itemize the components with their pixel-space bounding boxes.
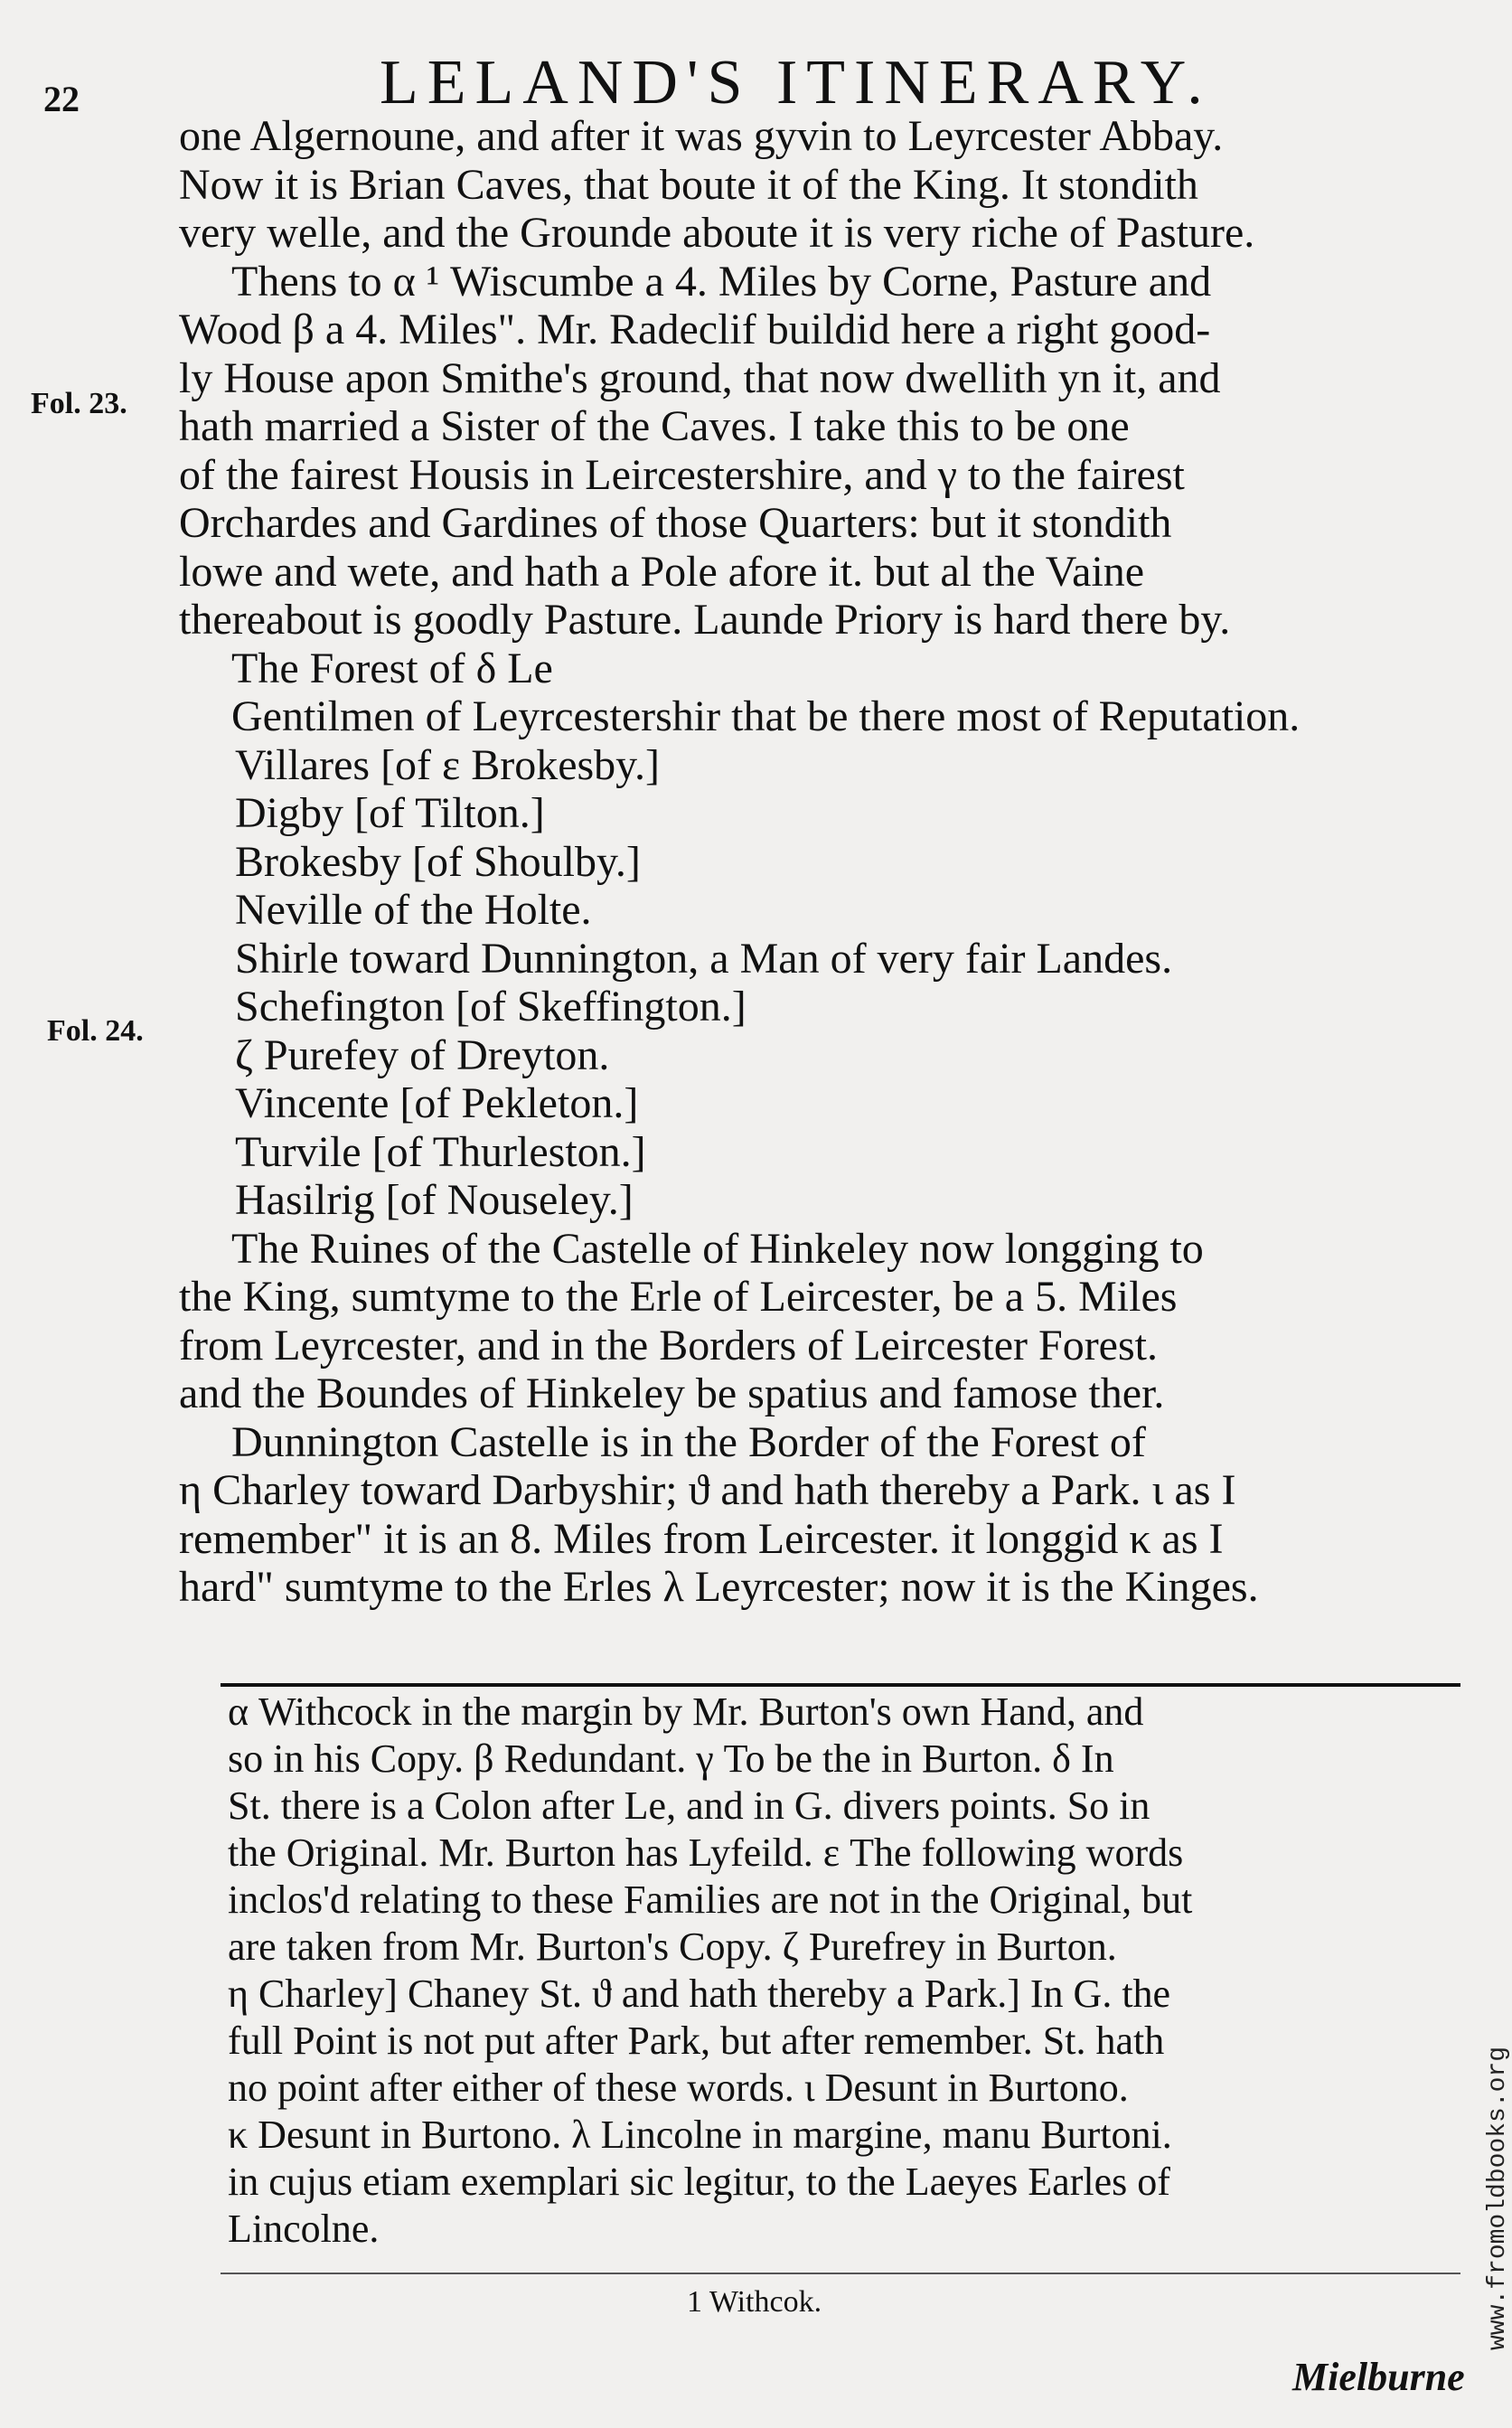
text-line: lowe and wete, and hath a Pole afore it. but al the Vaine bbox=[179, 547, 1145, 596]
text-line: hath married a Sister of the Caves. I take this to be one bbox=[179, 402, 1130, 450]
footnote-line: κ Desunt in Burtono. λ Lincolne in margine, manu Burtoni. bbox=[228, 2113, 1172, 2157]
footnote-line: the Original. Mr. Burton has Lyfeild. ε The following words bbox=[228, 1830, 1184, 1875]
list-item: Vincente [of Pekleton.] bbox=[235, 1079, 639, 1127]
list-item: Hasilrig [of Nouseley.] bbox=[235, 1176, 634, 1224]
list-item: Neville of the Holte. bbox=[235, 886, 592, 934]
footnote-line: Lincolne. bbox=[228, 2207, 380, 2251]
running-title: LELAND'S ITINERARY. bbox=[380, 48, 1212, 118]
list-item: Brokesby [of Shoulby.] bbox=[235, 837, 641, 886]
list-item: Schefington [of Skeffington.] bbox=[235, 983, 747, 1030]
text-line: Gentilmen of Leyrcestershir that be there most of Reputation. bbox=[231, 692, 1301, 740]
main-text bbox=[179, 112, 1462, 1612]
text-line: Thens to α ¹ Wiscumbe a 4. Miles by Corne, Pasture and bbox=[231, 257, 1212, 306]
footnote-line: full Point is not put after Park, but after remember. St. hath bbox=[228, 2019, 1165, 2063]
text-line: remember" it is an 8. Miles from Leircester. it longgid κ as I bbox=[179, 1514, 1224, 1563]
catchword: Mielburne bbox=[1292, 2355, 1465, 2399]
margin-note-fol24: Fol. 24. bbox=[47, 1014, 144, 1048]
text-line: one Algernoune, and after it was gyvin to Leyrcester Abbay. bbox=[179, 112, 1224, 160]
text-line: of the fairest Housis in Leircestershire, and γ to the fairest bbox=[179, 450, 1185, 499]
footnote-line: St. there is a Colon after Le, and in G. divers points. So in bbox=[228, 1783, 1150, 1828]
text-line: Dunnington Castelle is in the Border of the Forest of bbox=[231, 1417, 1146, 1466]
text-line: Wood β a 4. Miles". Mr. Radeclif buildid here a right good- bbox=[179, 306, 1211, 353]
footnote-line: so in his Copy. β Redundant. γ To be the in Burton. δ In bbox=[228, 1736, 1114, 1781]
text-line: from Leyrcester, and in the Borders of Leircester Forest. bbox=[179, 1321, 1158, 1369]
watermark-text: www.fromoldbooks.org bbox=[1484, 2046, 1512, 2350]
footnote-divider bbox=[221, 1683, 1460, 1687]
margin-note-fol23: Fol. 23. bbox=[31, 387, 127, 420]
footnote-line: no point after either of these words. ι Desunt in Burtono. bbox=[228, 2066, 1129, 2110]
footnotes bbox=[228, 1689, 1466, 2253]
footnote-line: η Charley] Chaney St. ϑ and hath thereby a Park.] In G. the bbox=[228, 1972, 1171, 2016]
list-item: Turvile [of Thurleston.] bbox=[235, 1127, 646, 1176]
text-line: hard" sumtyme to the Erles λ Leyrcester; now it is the Kinges. bbox=[179, 1563, 1259, 1611]
text-line: thereabout is goodly Pasture. Launde Priory is hard there by. bbox=[179, 596, 1231, 644]
footnote-line: in cujus etiam exemplari sic legitur, to the Laeyes Earles of bbox=[228, 2160, 1170, 2204]
list-item: Shirle toward Dunnington, a Man of very fair Landes. bbox=[235, 934, 1173, 983]
list-item: Villares [of ε Brokesby.] bbox=[235, 740, 661, 789]
text-line: and the Boundes of Hinkeley be spatius and famose ther. bbox=[179, 1369, 1165, 1417]
sub-footnote: 1 Withcok. bbox=[687, 2285, 822, 2319]
list-item: ζ Purefey of Dreyton. bbox=[235, 1030, 610, 1079]
text-line: very welle, and the Grounde aboute it is very riche of Pasture. bbox=[179, 209, 1255, 257]
text-line: Orchardes and Gardines of those Quarters: but it stondith bbox=[179, 499, 1172, 547]
text-line: the King, sumtyme to the Erle of Leircester, be a 5. Miles bbox=[179, 1273, 1178, 1321]
list-item: Digby [of Tilton.] bbox=[235, 789, 545, 837]
bottom-divider bbox=[221, 2273, 1460, 2274]
footnote-line: α Withcock in the margin by Mr. Burton's own Hand, and bbox=[228, 1689, 1144, 1734]
footnote-line: inclos'd relating to these Families are not in the Original, but bbox=[228, 1877, 1193, 1922]
text-line: The Ruines of the Castelle of Hinkeley now longging to bbox=[231, 1224, 1204, 1273]
text-line: The Forest of δ Le bbox=[231, 644, 553, 692]
page-number: 22 bbox=[43, 79, 80, 119]
text-line: Now it is Brian Caves, that boute it of the King. It stondith bbox=[179, 160, 1198, 209]
text-line: ly House apon Smithe's ground, that now dwellith yn it, and bbox=[179, 353, 1221, 402]
footnote-line: are taken from Mr. Burton's Copy. ζ Purefrey in Burton. bbox=[228, 1925, 1117, 1969]
text-line: η Charley toward Darbyshir; ϑ and hath thereby a Park. ι as I bbox=[179, 1466, 1236, 1514]
